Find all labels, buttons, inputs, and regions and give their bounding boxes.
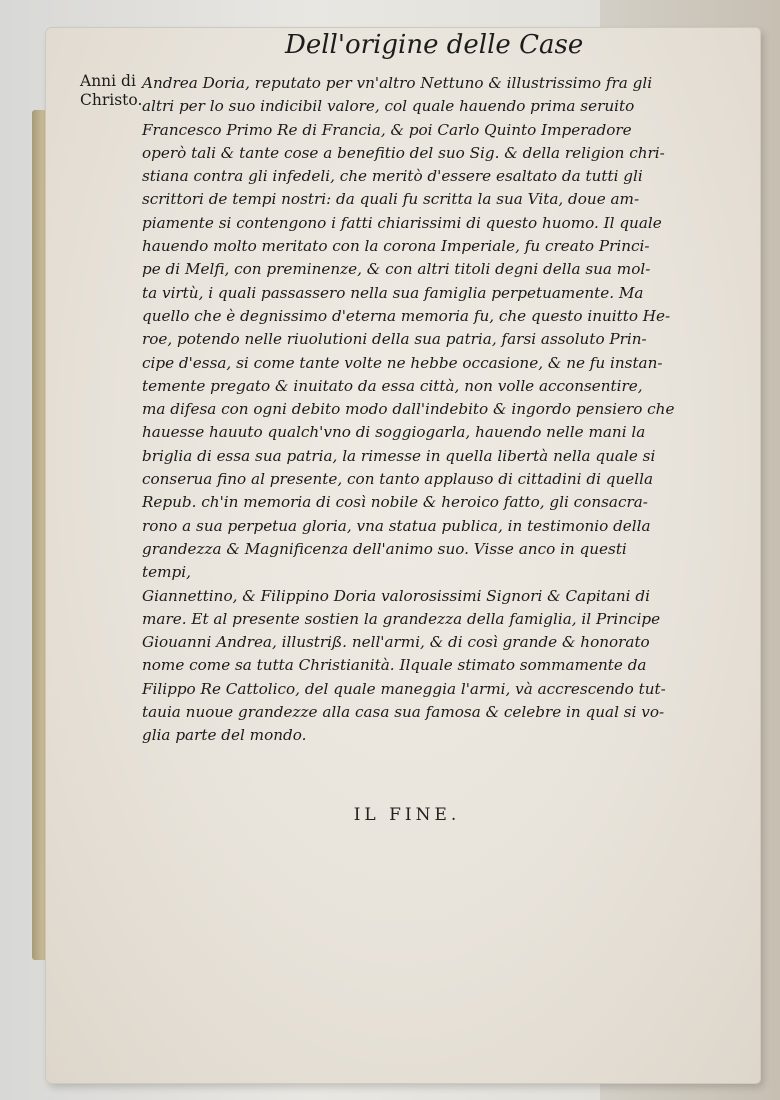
text-line: cipe d'essa, si come tante volte ne hebbe occasione, & ne fu instan-: [142, 353, 663, 372]
text-line: grandezza & Magnificenza dell'animo suo. Visse anco in questi: [142, 539, 627, 558]
text-line: piamente si contengono i fatti chiarissimi di questo huomo. Il quale: [142, 213, 662, 232]
text-line: Andrea Doria, reputato per vn'altro Nettuno & illustrissimo fra gli: [142, 74, 653, 92]
text-line: scrittori de tempi nostri: da quali fu scritta la sua Vita, doue am-: [142, 190, 640, 209]
text-line: operò tali & tante cose a benefitio del suo Sig. & della religion chri-: [142, 143, 665, 162]
paragraph-1: [142, 72, 687, 585]
text-line: Giannettino, & Filippino Doria valorosissimi Signori & Capitani di: [142, 586, 650, 605]
text-line: roe, potendo nelle riuolutioni della sua patria, farsi assoluto Prin-: [142, 330, 647, 349]
text-line: altri per lo suo indicibil valore, col quale hauendo prima seruito: [142, 97, 635, 116]
text-line: Giouanni Andrea, illustriß. nell'armi, & di così grande & honorato: [142, 633, 650, 652]
text-line: tauia nuoue grandezze alla casa sua famosa & celebre in qual si vo-: [142, 703, 665, 722]
text-line: Repub. ch'in memoria di così nobile & heroico fatto, gli consacra-: [142, 493, 648, 512]
text-line: ta virtù, i quali passassero nella sua famiglia perpetuamente. Ma: [142, 283, 644, 302]
margin-note-line: Christo.: [80, 91, 143, 109]
body-text: [142, 72, 687, 748]
margin-note-line: Anni di: [80, 72, 136, 90]
paragraph-2: [142, 585, 687, 748]
text-line: temente pregato & inuitato da essa città, non volle acconsentire,: [142, 376, 643, 395]
text-line: briglia di essa sua patria, la rimesse in quella libertà nella quale si: [142, 446, 656, 465]
text-line: conserua fino al presente, con tanto applauso di cittadini di quella: [142, 470, 654, 489]
text-line: hauendo molto meritato con la corona Imperiale, fu creato Princi-: [142, 237, 650, 256]
text-line: mare. Et al presente sostien la grandezza della famiglia, il Principe: [142, 609, 661, 628]
text-line: ma difesa con ogni debito modo dall'indebito & ingordo pensiero che: [142, 400, 675, 419]
text-line: nome come sa tutta Christianità. Ilquale stimato sommamente da: [142, 656, 647, 675]
closing-text: IL FINE.: [353, 805, 461, 825]
text-line: tempi,: [142, 563, 191, 582]
text-line: hauesse hauuto qualch'vno di soggiogarla, hauendo nelle mani la: [142, 423, 646, 442]
text-line: quello che è degnissimo d'eterna memoria fu, che questo inuitto He-: [142, 306, 671, 325]
text-line: Francesco Primo Re di Francia, & poi Carlo Quinto Imperadore: [142, 120, 632, 139]
text-line: rono a sua perpetua gloria, vna statua publica, in testimonio della: [142, 516, 651, 535]
running-header: Dell'origine delle Case: [285, 30, 584, 60]
text-line: stiana contra gli infedeli, che meritò d'essere esaltato da tutti gli: [142, 167, 643, 186]
text-line: Filippo Re Cattolico, del quale maneggia l'armi, và accrescendo tut-: [142, 679, 666, 698]
text-line: pe di Melfi, con preminenze, & con altri titoli degni della sua mol-: [142, 260, 651, 279]
text-line: glia parte del mondo.: [142, 726, 307, 745]
